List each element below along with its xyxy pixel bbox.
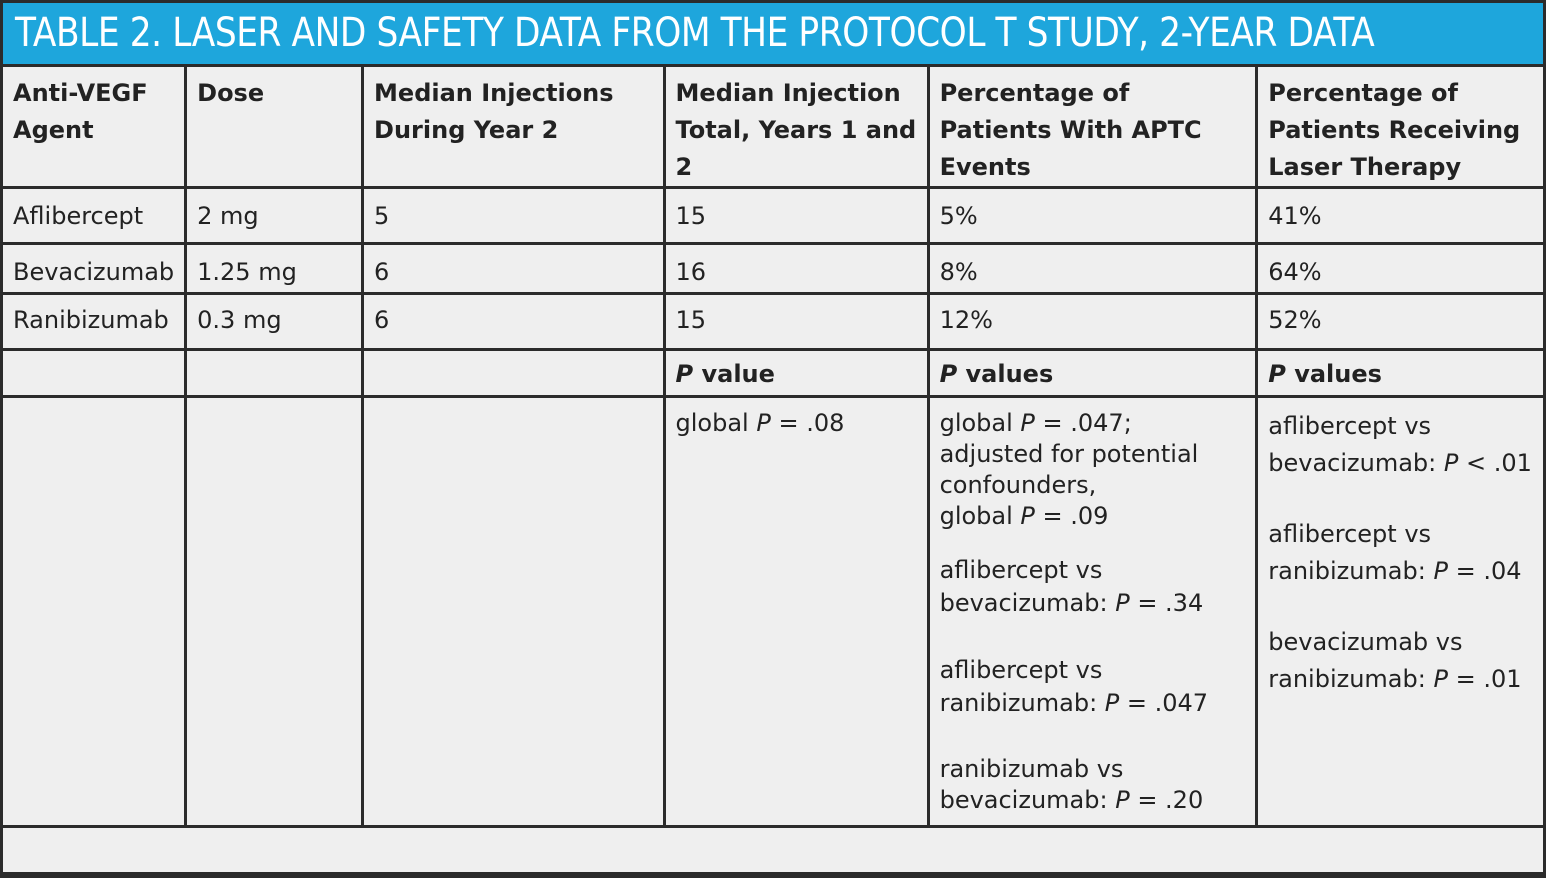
empty-cell	[3, 351, 184, 395]
pvalue-number: = .047	[1119, 689, 1209, 717]
pvalue-number: = .04	[1447, 557, 1522, 585]
cell-laser: 64%	[1258, 245, 1543, 292]
p-symbol: P	[756, 409, 771, 437]
pvalue-text: global	[675, 409, 757, 437]
cell-aptc: 12%	[930, 295, 1256, 348]
header-dose: Dose	[187, 67, 361, 186]
cell-median-year2: 6	[364, 295, 662, 348]
pvalue-line: aflibercept vs	[1268, 412, 1432, 440]
table-title: TABLE 2. LASER AND SAFETY DATA FROM THE PROTOCOL T STUDY, 2-YEAR DATA	[15, 10, 1375, 56]
cell-median-total: 15	[666, 295, 927, 348]
empty-cell	[187, 398, 361, 825]
p-symbol: P	[1443, 449, 1459, 477]
header-agent: Anti-VEGF Agent	[3, 67, 184, 186]
pvalue-text: ranibizumab:	[1268, 557, 1434, 585]
table-title-bar	[3, 3, 1543, 64]
p-symbol: P	[939, 360, 958, 388]
empty-cell	[364, 398, 662, 825]
cell-dose: 0.3 mg	[187, 295, 361, 348]
pvalue-line: bevacizumab vs	[1268, 628, 1463, 656]
p-symbol: P	[1433, 557, 1448, 585]
p-symbol: P	[1020, 502, 1035, 530]
empty-cell	[187, 351, 361, 395]
header-laser: Percentage of Patients Receiving Laser Therapy	[1258, 67, 1543, 186]
pvalue-line	[940, 785, 1246, 816]
pvalue-injection-total	[666, 398, 927, 825]
p-symbol: P	[1115, 589, 1130, 617]
table-row	[3, 245, 1543, 292]
pvalue-aptc	[930, 398, 1256, 825]
cell-median-total: 16	[666, 245, 927, 292]
pvalue-label-injection-total	[666, 351, 927, 395]
cell-median-year2: 6	[364, 245, 662, 292]
cell-agent: Aflibercept	[3, 189, 184, 242]
pvalue-number: = .20	[1129, 786, 1204, 814]
label-text: values	[957, 360, 1054, 388]
header-aptc: Percentage of Patients With APTC Events	[930, 67, 1256, 186]
pvalue-text: global	[939, 502, 1021, 530]
pvalue-number: = .34	[1129, 589, 1204, 617]
pvalue-label-row	[3, 351, 1543, 395]
pvalue-text: bevacizumab:	[939, 786, 1116, 814]
p-symbol: P	[1268, 360, 1286, 388]
pvalue-text: bevacizumab:	[1268, 449, 1444, 477]
empty-cell	[3, 398, 184, 825]
p-symbol: P	[1104, 689, 1120, 717]
pvalue-number: = .047;	[1034, 409, 1132, 437]
pvalue-label-aptc	[930, 351, 1256, 395]
pvalue-line	[940, 408, 1246, 439]
pvalue-line: aflibercept vs	[1268, 520, 1432, 548]
pvalue-line	[940, 687, 1246, 720]
cell-agent: Bevacizumab	[3, 245, 184, 292]
pvalue-line	[940, 501, 1246, 532]
header-median-total: Median Injection Total, Years 1 and 2	[666, 67, 927, 186]
pvalue-text: bevacizumab:	[939, 589, 1116, 617]
cell-dose: 1.25 mg	[187, 245, 361, 292]
pvalue-number: = .08	[770, 409, 845, 437]
label-text: value	[693, 360, 775, 388]
pvalue-line	[940, 587, 1246, 620]
p-symbol: P	[1020, 409, 1035, 437]
empty-cell	[364, 351, 662, 395]
pvalue-text: global	[939, 409, 1021, 437]
pvalue-text: ranibizumab:	[1268, 665, 1434, 693]
pvalue-line: confounders,	[939, 471, 1097, 499]
pvalue-label-laser	[1258, 351, 1543, 395]
cell-agent: Ranibizumab	[3, 295, 184, 348]
pvalue-number: < .01	[1458, 449, 1532, 477]
table-row	[3, 189, 1543, 242]
pvalue-line	[1268, 445, 1533, 482]
header-row	[3, 67, 1543, 186]
pvalue-line: aflibercept vs	[939, 556, 1103, 584]
cell-aptc: 5%	[930, 189, 1256, 242]
pvalue-line: ranibizumab vs	[939, 755, 1124, 783]
pvalue-number: = .09	[1034, 502, 1109, 530]
cell-laser: 52%	[1258, 295, 1543, 348]
pvalue-number: = .01	[1447, 665, 1522, 693]
cell-median-total: 15	[666, 189, 927, 242]
cell-aptc: 8%	[930, 245, 1256, 292]
p-symbol: P	[1115, 786, 1130, 814]
pvalue-line: adjusted for potential	[939, 440, 1199, 468]
pvalue-laser	[1258, 398, 1543, 825]
protocol-t-table	[0, 64, 1546, 875]
cell-median-year2: 5	[364, 189, 662, 242]
pvalue-line: aflibercept vs	[939, 656, 1103, 684]
footer-cell	[3, 828, 1543, 872]
header-median-year2: Median Injections During Year 2	[364, 67, 662, 186]
pvalue-text: ranibizumab:	[939, 689, 1105, 717]
cell-laser: 41%	[1258, 189, 1543, 242]
pvalue-line	[1268, 661, 1533, 698]
label-text: values	[1285, 360, 1382, 388]
p-symbol: P	[675, 360, 694, 388]
pvalue-line	[1268, 553, 1533, 590]
table-row	[3, 295, 1543, 348]
cell-dose: 2 mg	[187, 189, 361, 242]
footer-row	[3, 828, 1543, 872]
pvalue-detail-row	[3, 398, 1543, 825]
p-symbol: P	[1433, 665, 1448, 693]
